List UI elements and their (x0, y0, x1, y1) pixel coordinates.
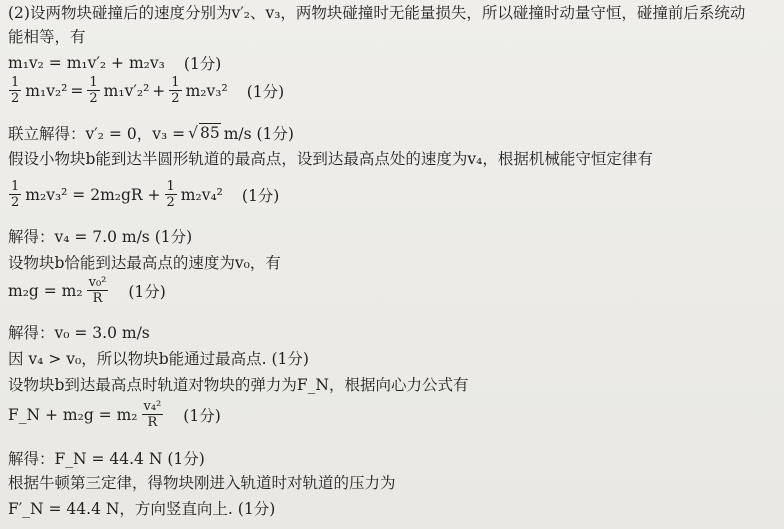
equation-momentum (8, 52, 221, 74)
equation-momentum-expr: m₁v₂ = m₁v′₂ + m₂v₃ (8, 54, 165, 72)
fraction-v4-over-r: $\frac{\text{v₄²}}{R}$ (143, 399, 162, 430)
bleed-through-text (420, 40, 424, 55)
equation-energy: $\frac{1}{2}$ m₁v₂² = $\frac{1}{2}$ m₁v′₂² + $\frac{1}{2}$ m₂v₃² (1分) (11, 75, 285, 106)
energy-term-2: m₁v′₂² (103, 81, 150, 100)
equation-mechanical-energy: $\frac{1}{2}$ m₂v₃² = 2m₂gR + $\frac{1}{2}$ m₂v₄² (1分) (11, 179, 280, 210)
text-line-result-v0: 解得：v₀ = 3.0 m/s (8, 324, 150, 342)
fraction-half: $\frac{1}{2}$ (171, 75, 180, 106)
score-1: (1分) (183, 55, 222, 73)
energy-term-3: m₂v₃² (185, 81, 228, 100)
fraction-half: $\frac{1}{2}$ (11, 179, 20, 210)
fraction-half: $\frac{1}{2}$ (166, 179, 175, 210)
text-line-compare: 因 v₄ > v₀，所以物块b能通过最高点. (1分) (8, 350, 309, 368)
text-line-result-fn: 解得：F_N = 44.4 N (1分) (8, 450, 205, 468)
text-line-normal-force: 设物块b到达最高点时轨道对物块的弹力为F_N，根据向心力公式有 (8, 376, 469, 394)
text-line-2: 能相等，有 (8, 28, 86, 46)
text-line-1: (2)设两物块碰撞后的速度分别为v′₂、v₃，两物块碰撞时无能量损失，所以碰撞时动量守恒，碰撞前后系统动 (8, 4, 746, 22)
score-4: (1分) (128, 282, 166, 301)
text-line-newton-third: 根据牛顿第三定律，得物块刚进入轨道时对轨道的压力为 (8, 474, 396, 492)
energy-term-1: m₁v₂² (25, 81, 68, 100)
score-2: (1分) (246, 82, 285, 101)
fraction-v0-over-r: $\frac{\text{v₀²}}{R}$ (88, 275, 107, 306)
score-3: (1分) (241, 186, 280, 205)
text-line-critical: 设物块b恰能到达最高点的速度为v₀，有 (8, 254, 281, 272)
equation-centripetal: F_N + m₂g = m₂ $\frac{\text{v₄²}}{R}$ (1分) (8, 399, 221, 430)
score-5: (1分) (183, 406, 221, 425)
text-line-final: F′_N = 44.4 N，方向竖直向上. (1分) (8, 500, 276, 518)
fraction-half: $\frac{1}{2}$ (11, 75, 20, 106)
text-line-assume: 假设小物块b能到达半圆形轨道的最高点，设到达最高点处的速度为v₄，根据机械能守恒定律有 (8, 150, 653, 168)
text-line-result-v4: 解得：v₄ = 7.0 m/s (1分) (8, 228, 193, 246)
equation-critical: m₂g = m₂ $\frac{\text{v₀²}}{R}$ (1分) (8, 275, 166, 306)
sqrt-85: 85 (199, 124, 220, 142)
fraction-half: $\frac{1}{2}$ (89, 75, 98, 106)
text-line-solve-1: 联立解得：v′₂ = 0，v₃ = √ 85 m/s (1分) (8, 124, 294, 143)
